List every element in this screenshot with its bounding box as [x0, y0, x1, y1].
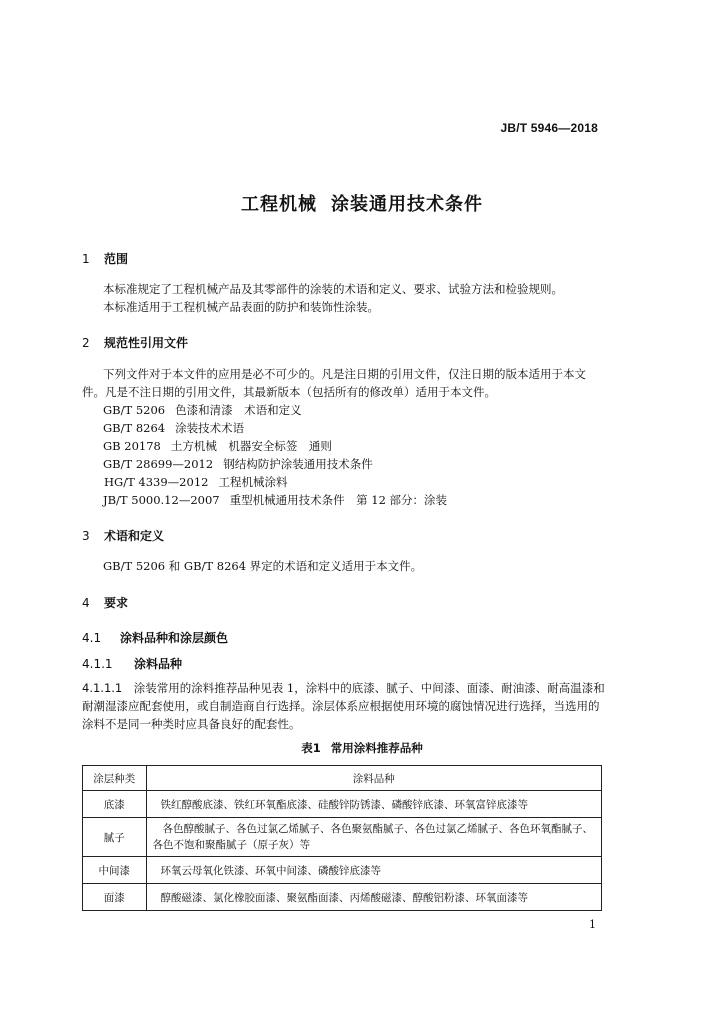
table-cell-items-line-1: 各色醇酸腻子、各色过氯乙烯腻子、各色聚氨酯腻子、各色过氯乙烯腻子、各色环氧酯腻子、	[162, 823, 593, 835]
section-title: 涂料品种	[134, 657, 183, 671]
reference-item	[103, 402, 302, 418]
table-row	[83, 818, 602, 857]
reference-code: GB 20178	[103, 439, 161, 453]
table-cell-items-line-2: 各色不饱和聚酯腻子（原子灰）等	[152, 839, 310, 851]
section-title: 涂料品种和涂层颜色	[120, 631, 229, 645]
reference-item	[103, 438, 332, 454]
table-caption	[0, 740, 724, 756]
clause-text: 涂装常用的涂料推荐品种见表 1，涂料中的底漆、腻子、中间漆、面漆、耐油漆、耐高温漆和	[133, 681, 605, 695]
table-cell-items	[146, 818, 602, 857]
document-title	[0, 190, 724, 216]
reference-code: JB/T 5000.12—2007	[103, 493, 220, 507]
clause-line-3: 涂料不是同一种类时应具备良好的配套性。	[82, 717, 301, 731]
reference-item	[104, 474, 287, 490]
section-3-paragraph: GB/T 5206 和 GB/T 8264 界定的术语和定义适用于本文件。	[103, 559, 423, 573]
clause-line-1	[82, 679, 605, 697]
section-number: 1	[82, 252, 90, 266]
section-2-heading	[82, 334, 188, 351]
table-header-row	[83, 766, 602, 791]
table-row	[83, 791, 602, 818]
reference-title: 钢结构防护涂装通用技术条件	[223, 457, 373, 471]
table-header-coating-type: 涂层种类	[83, 766, 147, 791]
table-cell-kind: 底漆	[83, 791, 147, 818]
reference-title: 工程机械涂料	[218, 475, 288, 489]
section-number: 4.1	[82, 631, 102, 645]
reference-code: HG/T 4339—2012	[104, 475, 209, 489]
table-caption-title: 常用涂料推荐品种	[330, 741, 423, 755]
title-part-2: 涂装通用技术条件	[331, 194, 483, 215]
table-cell-kind: 中间漆	[83, 857, 147, 884]
table-cell-items: 铁红醇酸底漆、铁红环氧酯底漆、硅酸锌防锈漆、磷酸锌底漆、环氧富锌底漆等	[146, 791, 602, 818]
reference-item	[103, 492, 447, 508]
section-3-heading	[82, 527, 164, 544]
table-cell-kind: 腻子	[83, 818, 147, 857]
section-4-1-1-heading	[82, 655, 182, 672]
table-cell-items: 醇酸磁漆、氯化橡胶面漆、聚氨酯面漆、丙烯酸磁漆、醇酸铝粉漆、环氧面漆等	[146, 884, 602, 911]
section-4-heading	[82, 594, 128, 611]
table-row	[83, 857, 602, 884]
reference-item	[103, 420, 244, 436]
section-title: 范围	[104, 252, 129, 266]
table-cell-kind: 面漆	[83, 884, 147, 911]
section-1-heading	[82, 250, 128, 267]
clause-number: 4.1.1.1	[82, 681, 123, 695]
reference-code: GB/T 5206	[103, 403, 166, 417]
table-header-coating-variety: 涂料品种	[146, 766, 602, 791]
section-number: 4	[82, 596, 90, 610]
reference-title: 色漆和清漆 术语和定义	[175, 403, 302, 417]
reference-code: GB/T 8264	[103, 421, 166, 435]
table-row	[83, 884, 602, 911]
section-number: 2	[82, 336, 90, 350]
title-part-1: 工程机械	[241, 194, 317, 215]
reference-title: 重型机械通用技术条件 第 12 部分：涂装	[229, 493, 448, 507]
clause-4-1-1-1	[82, 679, 605, 733]
table-cell-items: 环氧云母氧化铁漆、环氧中间漆、磷酸锌底漆等	[146, 857, 602, 884]
document-code: JB/T 5946—2018	[500, 121, 598, 135]
table-caption-number: 表1	[301, 741, 321, 755]
reference-code: GB/T 28699—2012	[103, 457, 214, 471]
section-number: 3	[82, 529, 90, 543]
section-title: 要求	[104, 596, 129, 610]
section-2-intro-line-1: 下列文件对于本文件的应用是必不可少的。凡是注日期的引用文件，仅注日期的版本适用于本文	[103, 367, 586, 381]
section-title: 术语和定义	[104, 529, 165, 543]
clause-line-2: 耐潮湿漆应配套使用，或自制造商自行选择。涂层体系应根据使用环境的腐蚀情况进行选择，当选用的	[82, 699, 600, 713]
section-2-intro-line-2: 件。凡是不注日期的引用文件，其最新版本（包括所有的修改单）适用于本文件。	[82, 385, 496, 399]
reference-title: 涂装技术术语	[175, 421, 245, 435]
reference-title: 土方机械 机器安全标签 通则	[170, 439, 332, 453]
section-4-1-heading	[82, 629, 228, 646]
section-title: 规范性引用文件	[104, 336, 189, 350]
section-number: 4.1.1	[82, 657, 113, 671]
reference-item	[103, 456, 373, 472]
coating-table	[82, 765, 602, 911]
section-1-paragraph-2: 本标准适用于工程机械产品表面的防护和装饰性涂装。	[103, 300, 379, 314]
page-number: 1	[589, 918, 596, 931]
section-1-paragraph-1: 本标准规定了工程机械产品及其零部件的涂装的术语和定义、要求、试验方法和检验规则。	[103, 282, 563, 296]
